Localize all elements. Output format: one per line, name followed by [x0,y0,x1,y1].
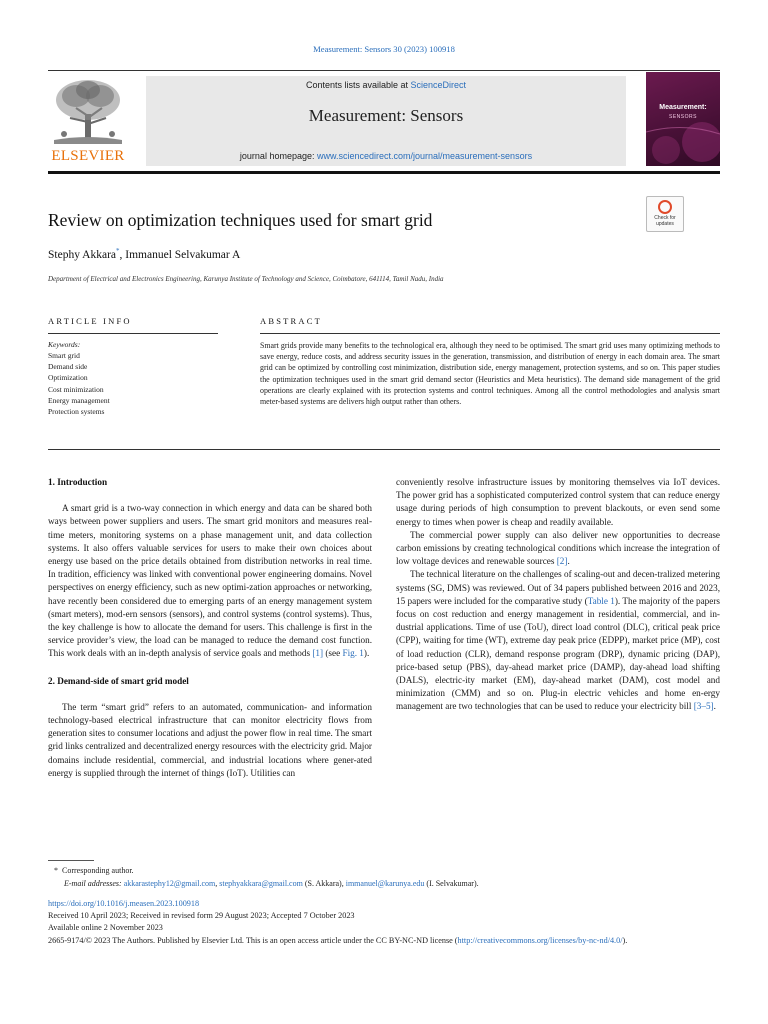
paragraph-intro [48,502,372,660]
sciencedirect-link[interactable]: ScienceDirect [410,80,467,90]
check-for-updates-button[interactable] [646,196,684,232]
license-text: ). [622,936,628,945]
paragraph-literature [396,568,720,713]
literature-text: The technical literature on the challenges of scaling-out and decen-tralized metering systems (SG, DMS) was reviewed. Out of 34 papers published between 2016 and 2023, 15 papers were included for the comparative study ( [396,569,720,606]
corresponding-text: Corresponding author. [62,866,134,875]
intro-text: ). [363,648,370,659]
body-left-column [48,476,372,780]
commercial-text: . [567,556,570,567]
paragraph-demand-side: The term “smart grid” refers to an automated, communication- and information technology-based electrical infrastructure that can monitor electricity flows from generation sites to consumer locations and adjust the power flow in real time. The smart grid links centralized and decentralized energy resources with the electricity grid. Major domains include residential, commercial, and industrial locations where gener-ated energy is supplied through the internet of things (IoT). Utilities can [48,701,372,778]
available-online: Available online 2 November 2023 [48,923,163,932]
author-separator: , [119,248,126,261]
keyword-item: Protection systems [48,407,105,417]
doi-line [48,899,199,908]
abstract-heading: ABSTRACT [260,316,322,326]
commercial-text: The commercial power supply can also deliver new opportunities to decrease carbon emissions by creating technological conditions which increase the integration of low voltage devices and renewable sources [396,529,720,567]
article-info-rule [48,333,218,334]
elsevier-logo[interactable] [48,78,128,164]
author-line [48,247,240,261]
abstract-rule [260,333,720,334]
literature-text: ). The majority of the papers focus on cost reduction and energy management in residential, commercial, and in-dustrial applications. Time of use (ToU), direct load control (DLC), critical peak price (CPP), waiting for time (WT), extreme day peak price (EDPP), market price (MP), cost of load reduction (CLR), demand response program (DRP), dynamic pricing (DAP), price-based setup (PBS), day-ahead market price (DAMP), day-ahead load shifting (DALS), electric-ity market (EM), day-ahead market (DAM), cost model and minimization (CMM) and so on. Plug-in electric vehicles and home en-ergy management are two technologies that can be used to reduce your electricity bill [396,595,720,712]
keywords-label: Keywords: [48,340,81,349]
corresponding-author-mark[interactable]: * [116,247,120,255]
journal-title: Measurement: Sensors [308,106,464,125]
journal-homepage-link[interactable]: www.sciencedirect.com/journal/measurement-sensors [316,151,533,161]
section-heading-introduction: 1. Introduction [48,477,108,487]
abstract-bottom-rule [48,449,720,450]
contents-prefix: Contents lists available at [305,80,411,90]
intro-text: A smart grid is a two-way connection in which energy and data can be shared both ways between power suppliers and users. The smart grid monitors and measures real-time meters, monitoring systems on a phase management unit, and data collection systems. It also offers valuable services for users to make their own choices about energy use based on the price details obtained from distribution networks in real time. In tradition, efficiency was linked with conventional power engineering domains. Novel perspectives on energy efficiency, such as new optimi-zation approaches or networking, have recently been considered due to emerging parts of an energy management system (smart meters), mod-ern sensors (sensors), and control systems (control systems). Thus, the key challenge is how to allocate the demand for users. This challenge is first in the service provider’s view, the load can be managed to reduce the demand cost function. This work deals with an in-depth analysis of service goals and methods [48,503,372,659]
literature-text: . [713,701,716,712]
email-note [64,879,479,888]
email-link[interactable]: immanuel@karunya.edu [345,879,425,888]
figure-link[interactable]: Fig. 1 [342,648,364,659]
author-name[interactable]: Immanuel Selvakumar A [125,248,241,261]
license-link[interactable]: http://creativecommons.org/licenses/by-nc-nd/4.0/ [457,936,623,945]
email-owner: (I. Selvakumar). [424,879,479,888]
email-owner: (S. Akkara), [302,879,346,888]
article-title: Review on optimization techniques used for smart grid [48,210,433,230]
citation-link[interactable]: [2] [556,556,568,567]
email-label: E-mail addresses: [64,879,122,888]
corresponding-mark: * [54,866,58,875]
homepage-prefix: journal homepage: [239,151,317,161]
section-heading-demand-side: 2. Demand-side of smart grid model [48,675,189,686]
citation-link[interactable]: [3–5] [693,701,714,712]
header-rule-top [48,70,720,71]
keyword-list [48,350,110,417]
affiliation: Department of Electrical and Electronics Engineering, Karunya Institute of Technology and Science, Coimbatore, 641114, Tamil Nadu, India [48,275,444,283]
license-text: 2665-9174/© 2023 The Authors. Published by Elsevier Ltd. This is an open access article under the CC BY-NC-ND license ( [48,936,458,945]
article-info-heading: ARTICLE INFO [48,316,132,326]
email-separator: , [215,879,220,888]
citation-link[interactable]: [1] [312,648,324,659]
doi-link[interactable]: https://doi.org/10.1016/j.measen.2023.100918 [48,899,200,908]
check-updates-label: Check for updates [654,215,676,227]
intro-text: (see [323,648,343,659]
homepage-line [146,151,626,161]
table-link[interactable]: Table 1 [587,595,615,606]
license-statement [48,935,720,947]
keyword-item: Cost minimization [48,384,104,394]
cover-subtitle: SENSORS [669,114,697,120]
footnote-rule [48,860,94,861]
running-head[interactable]: Measurement: Sensors 30 (2023) 100918 [313,44,455,54]
keyword-item: Energy management [48,395,110,405]
cover-title: Measurement: [659,104,707,111]
keyword-item: Optimization [48,373,88,383]
elsevier-tree-icon [48,78,128,148]
keyword-item: Demand side [48,362,88,372]
corresponding-author-note [54,866,134,875]
keyword-item: Smart grid [48,351,80,360]
email-link[interactable]: akkarastephy12@gmail.com [123,879,216,888]
abstract-text: Smart grids provide many benefits to the technological era, although they need to be optimised. The smart grid uses many optimizing methods to save energy, reduce costs, and address security issues in the generation, transmission, and distribution of energy in each domain area. The smart grid can be optimized by controlling cost minimization, distribution side, energy management, protection systems, and so on. This paper studies the optimization techniques used in the smart grid demand sector (Heuristics and Meta heuristics). The demand side management of the grid operations are clearly explained with its protection systems and control techniques. Among all the control methodologies and analysis smart meter-based systems are delivers high output rather than others. [260,341,720,407]
author-name[interactable]: Stephy Akkara [48,248,117,261]
journal-cover[interactable] [646,72,720,166]
contents-line [146,80,626,90]
elsevier-wordmark: ELSEVIER [51,148,125,164]
header-rule-thick [48,171,720,174]
received-dates: Received 10 April 2023; Received in revised form 29 August 2023; Accepted 7 October 2023 [48,911,355,920]
paragraph-continued: conveniently resolve infrastructure issues by monitoring themselves via IoT devices. The power grid has a sophisticated computerized control system that can reduce energy usage during periods of high consumption to prevent blackouts, or even send some energy to times when power is cheap and readily available. [396,477,720,527]
paragraph-commercial [396,529,720,569]
email-link[interactable]: stephyakkara@gmail.com [219,879,303,888]
check-updates-icon [658,200,672,214]
body-right-column [396,476,720,714]
